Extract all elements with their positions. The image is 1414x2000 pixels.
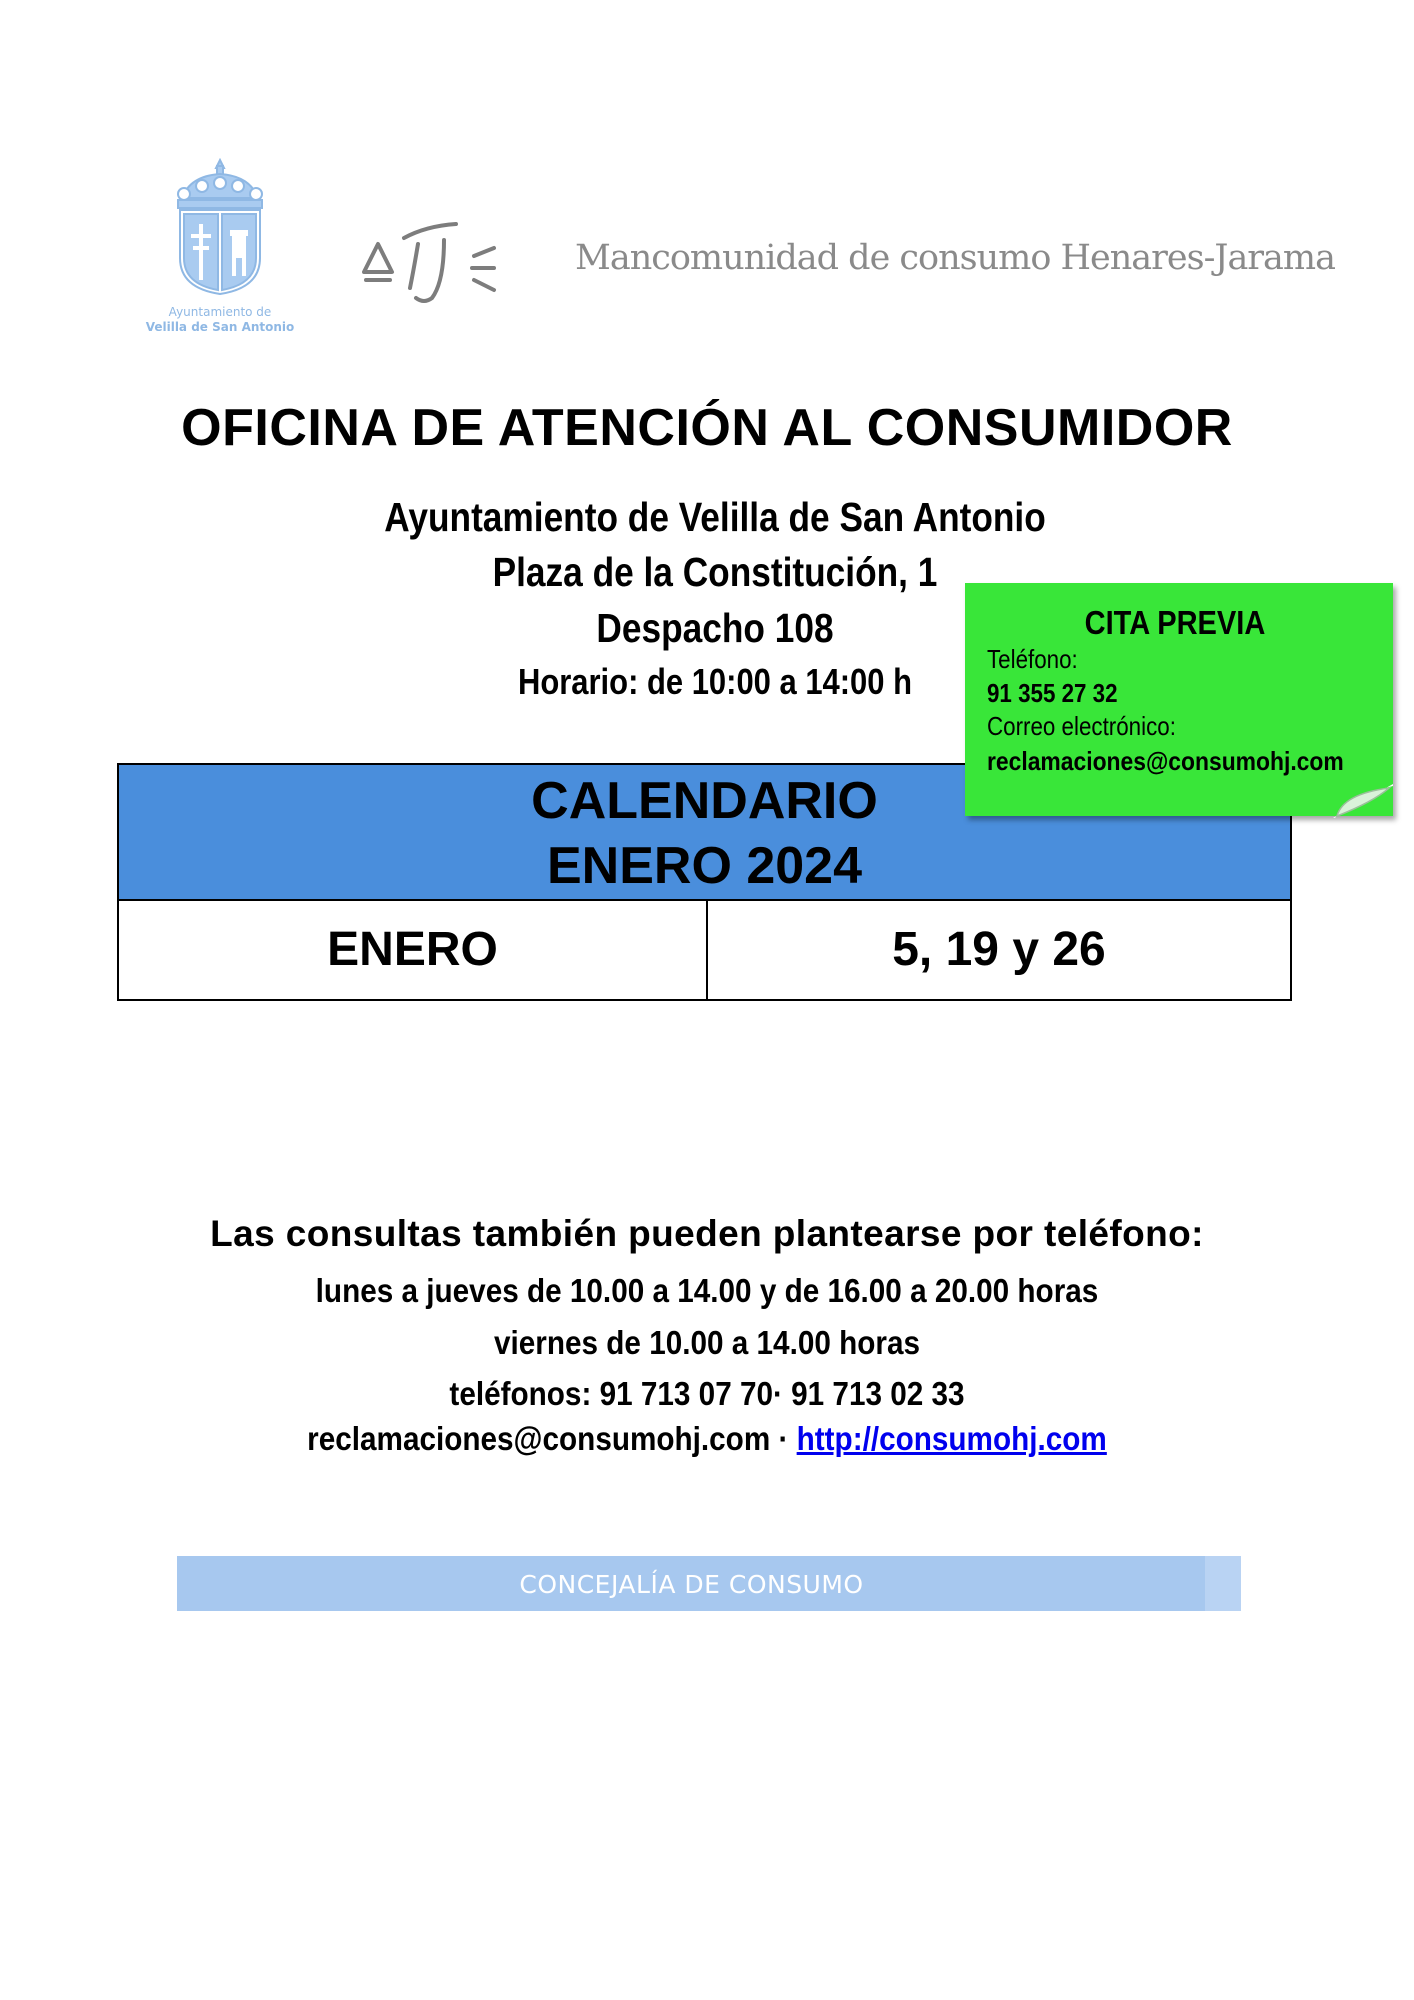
calendar-month-cell: ENERO [119, 899, 708, 999]
consult-email: reclamaciones@consumohj.com [307, 1420, 771, 1457]
crest-caption-line1: Ayuntamiento de [168, 305, 272, 319]
calendar-subtitle: ENERO 2024 [546, 837, 863, 895]
sticky-note-email: reclamaciones@consumohj.com [987, 746, 1344, 776]
sticky-note-phone: 91 355 27 32 [987, 678, 1118, 708]
consult-hours-friday: viernes de 10.00 a 14.00 horas [494, 1324, 920, 1361]
website-link[interactable]: http://consumohj.com [796, 1420, 1107, 1457]
consult-contact-line [71, 1420, 1344, 1458]
mhj-name: Mancomunidad de consumo Henares-Jarama [575, 238, 1335, 278]
calendar-title: CALENDARIO [531, 772, 878, 830]
crest-caption-line2: Velilla de San Antonio [145, 320, 295, 334]
velilla-crest-logo [170, 158, 270, 298]
address-line-2: Plaza de la Constitución, 1 [492, 549, 938, 595]
calendar-days-cell: 5, 19 y 26 [892, 922, 1106, 976]
address-line-1: Ayuntamiento de Velilla de San Antonio [384, 494, 1046, 540]
crest-caption [120, 305, 320, 335]
calendar-row [117, 899, 1292, 1001]
mhj-logo-icon [360, 218, 510, 308]
sticky-note-phone-label: Teléfono: [987, 644, 1078, 674]
address-line-3: Despacho 108 [596, 605, 834, 651]
opening-hours: Horario: de 10:00 a 14:00 h [517, 661, 913, 702]
footer-text: CONCEJALÍA DE CONSUMO [519, 1570, 864, 1599]
consult-separator: · [770, 1420, 797, 1457]
consult-hours-weekdays: lunes a jueves de 10.00 a 14.00 y de 16.00 a 20.00 horas [315, 1272, 1099, 1309]
sticky-note-email-label: Correo electrónico: [987, 711, 1176, 741]
consult-phones: teléfonos: 91 713 07 70· 91 713 02 33 [449, 1375, 965, 1412]
sticky-note-title: CITA PREVIA [1084, 604, 1266, 641]
footer-band-end [1205, 1556, 1241, 1611]
appointment-sticky-note [965, 583, 1393, 816]
sticky-note-fold-icon [1333, 784, 1393, 818]
consult-heading: Las consultas también pueden plantearse por teléfono: [210, 1213, 1204, 1254]
page-title: OFICINA DE ATENCIÓN AL CONSUMIDOR [181, 399, 1233, 457]
